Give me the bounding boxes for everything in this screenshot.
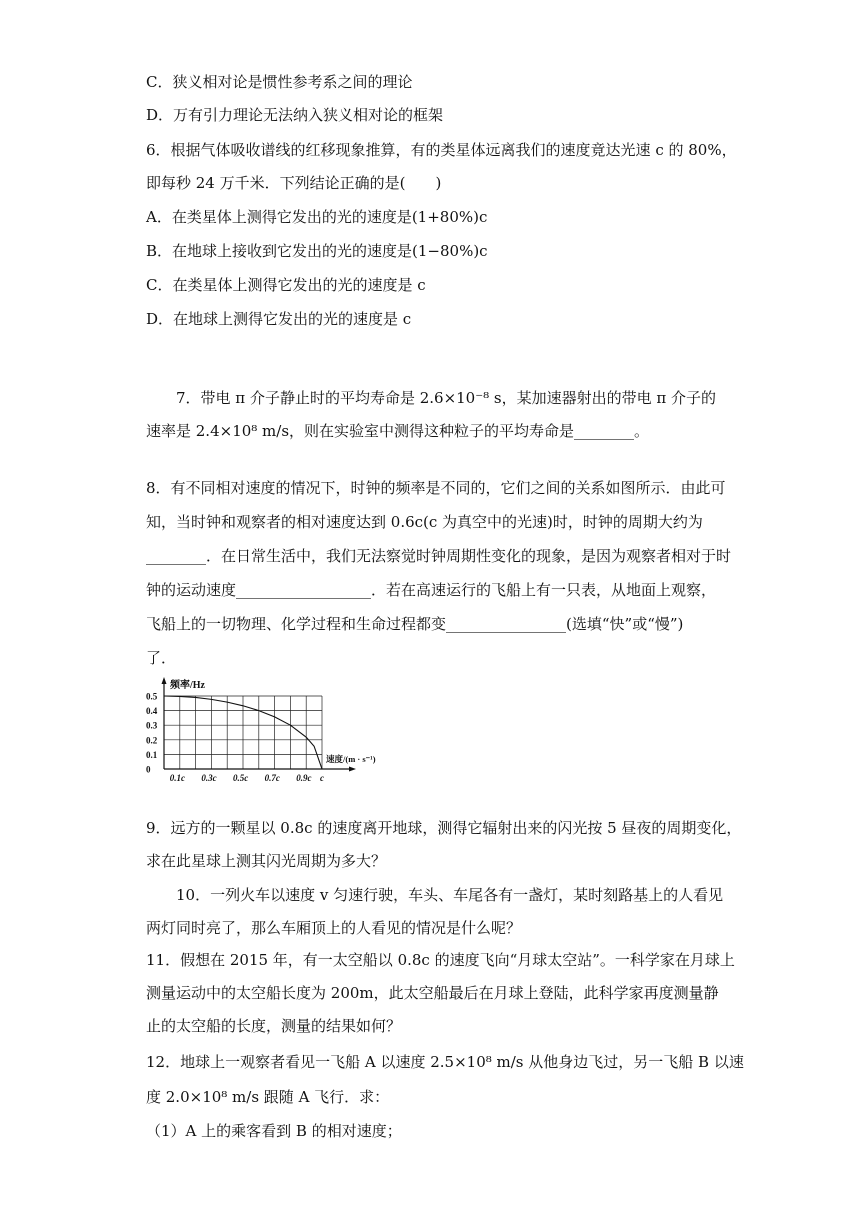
question-8-line-2: 知，当时钟和观察者的相对速度达到 0.6c(c 为真空中的光速)时，时钟的周期大约为 — [146, 513, 703, 531]
x-axis-arrow — [349, 767, 356, 772]
question-8-line-3: ________．在日常生活中，我们无法察觉时钟周期性变化的现象，是因为观察者相对于时 — [146, 547, 732, 565]
option-6b: B．在地球上接收到它发出的光的速度是(1−80%)c — [146, 242, 488, 260]
question-10-line-2: 两灯同时亮了，那么车厢顶上的人看见的情况是什么呢？ — [146, 919, 522, 937]
x-tick-label: 0.1c — [169, 773, 186, 783]
question-7-line-1: 7．带电 π 介子静止时的平均寿命是 2.6×10⁻⁸ s，某加速器射出的带电 π 介子的 — [176, 389, 717, 407]
question-11-line-2: 测量运动中的太空船长度为 200m，此太空船最后在月球上登陆，此科学家再度测量静 — [146, 984, 719, 1002]
y-tick-label: 0.2 — [146, 735, 158, 746]
option-6a: A．在类星体上测得它发出的光的速度是(1+80%)c — [146, 208, 488, 226]
question-9-line-2: 求在此星球上测其闪光周期为多大？ — [146, 852, 387, 870]
question-6-line-1: 6．根据气体吸收谱线的红移现象推算，有的类星体远离我们的速度竟达光速 c 的 80%， — [146, 141, 737, 159]
x-tick-label: 0.3c — [201, 773, 217, 783]
option-5d: D．万有引力理论无法纳入狭义相对论的框架 — [146, 106, 444, 124]
x-tick-label: 0.7c — [264, 773, 280, 783]
question-6-line-2: 即每秒 24 万千米．下列结论正确的是( ) — [146, 174, 442, 192]
question-8-line-5: 飞船上的一切物理、化学过程和生命过程都变________________(选填“快”或“慢”) — [146, 615, 684, 633]
y-axis-arrow — [162, 677, 167, 684]
x-tick-label: 0.9c — [296, 773, 312, 783]
option-6d: D．在地球上测得它发出的光的速度是 c — [146, 310, 412, 328]
y-axis-title: 频率/Hz — [170, 680, 205, 691]
question-11-line-1: 11．假想在 2015 年，有一太空船以 0.8c 的速度飞向“月球太空站”。一科学家在月球上 — [146, 951, 735, 969]
question-11-line-3: 止的太空船的长度，测量的结果如何？ — [146, 1017, 402, 1035]
question-9-line-1: 9．远方的一颗星以 0.8c 的速度离开地球，测得它辐射出来的闪光按 5 昼夜的周期变化， — [146, 819, 742, 837]
option-6c: C．在类星体上测得它发出的光的速度是 c — [146, 276, 426, 294]
x-axis-title: 速度/(m · s⁻¹) — [326, 754, 376, 764]
y-tick-label: 0.4 — [146, 706, 158, 717]
frequency-velocity-chart — [142, 676, 382, 786]
y-tick-label: 0.5 — [146, 691, 158, 702]
question-12-line-1: 12．地球上一观察者看见一飞船 A 以速度 2.5×10⁸ m/s 从他身边飞过，另一飞船 B 以速 — [146, 1053, 744, 1071]
y-tick-label: 0 — [146, 764, 151, 775]
question-8-line-1: 8．有不同相对速度的情况下，时钟的频率是不同的，它们之间的关系如图所示．由此可 — [146, 479, 726, 497]
x-tick-labels — [170, 773, 324, 783]
question-12-line-2: 度 2.0×10⁸ m/s 跟随 A 飞行．求： — [146, 1088, 390, 1106]
y-tick-label: 0.1 — [146, 749, 158, 760]
question-12-part-1: （1）A 上的乘客看到 B 的相对速度； — [146, 1122, 402, 1140]
question-8-line-4: 钟的运动速度__________________．若在高速运行的飞船上有一只表，从地面上观察， — [146, 581, 717, 599]
chart-grid — [164, 696, 322, 769]
question-7-line-2: 速率是 2.4×10⁸ m/s，则在实验室中测得这种粒子的平均寿命是________。 — [146, 422, 650, 440]
x-tick-label: c — [320, 773, 324, 783]
x-tick-label: 0.5c — [233, 773, 249, 783]
question-10-line-1: 10．一列火车以速度 v 匀速行驶，车头、车尾各有一盏灯，某时刻路基上的人看见 — [176, 886, 724, 904]
option-5c: C．狭义相对论是惯性参考系之间的理论 — [146, 73, 413, 91]
y-tick-labels — [146, 692, 158, 775]
y-tick-label: 0.3 — [146, 720, 158, 731]
question-8-line-6: 了． — [146, 649, 177, 667]
